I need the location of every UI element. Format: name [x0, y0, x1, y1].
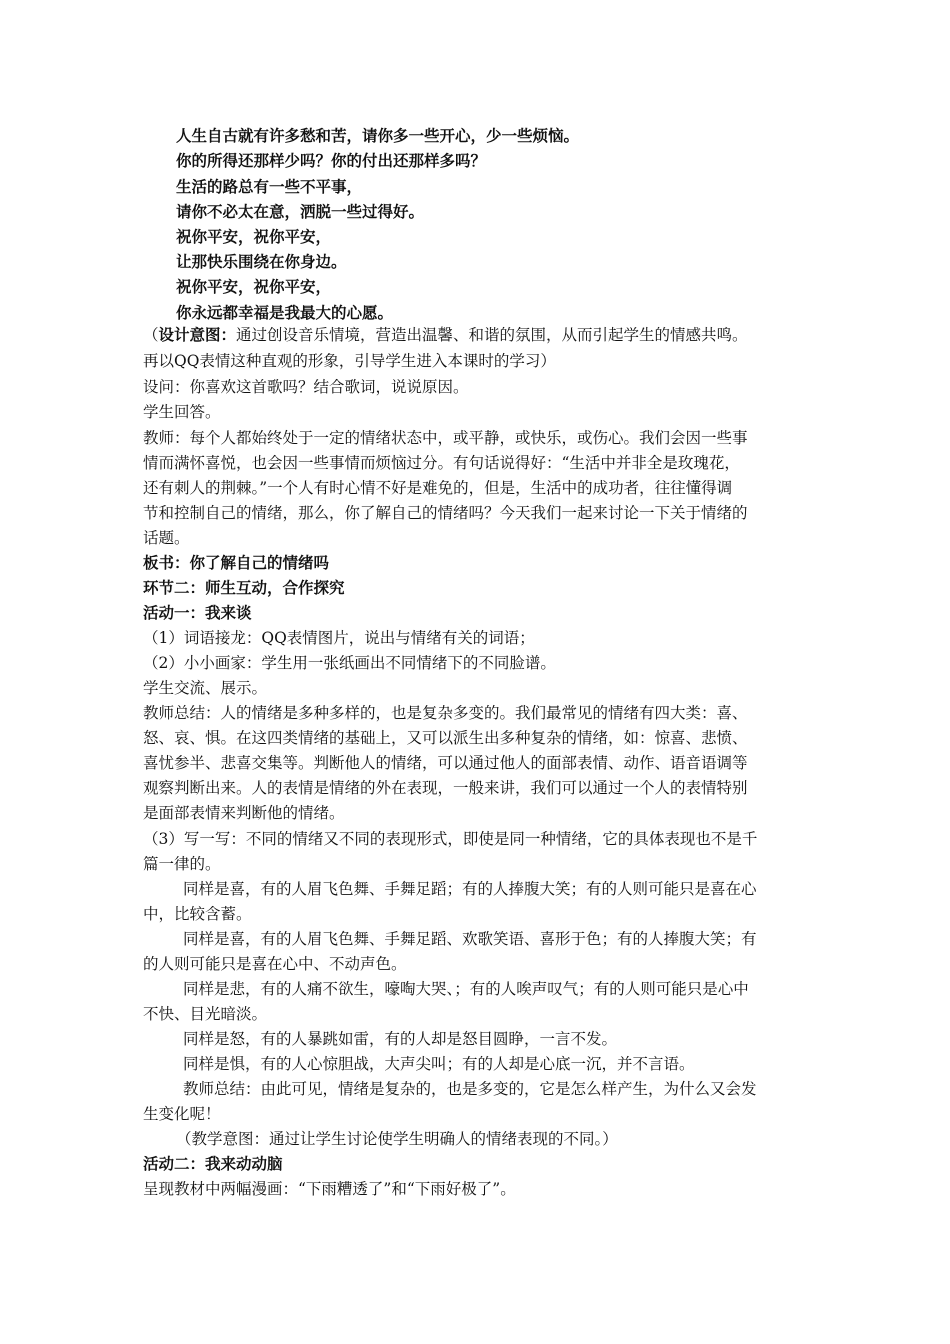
teacher-summary-2-line: 教师总结：由此可见，情绪是复杂的，也是多变的，它是怎么样产生，为什么又会发: [183, 1080, 757, 1098]
activity-1-heading: 活动一：我来谈: [143, 603, 252, 622]
teacher-summary-2-line: 生变化呢！: [143, 1105, 221, 1123]
board-writing: 板书：你了解自己的情绪吗: [143, 553, 330, 572]
teacher-intro-line: 教师：每个人都始终处于一定的情绪状态中，或平静，或快乐，或伤心。我们会因一些事: [143, 429, 748, 447]
lyric-line: 人生自古就有许多愁和苦，请你多一些开心，少一些烦恼。: [176, 126, 580, 145]
activity-2-heading: 活动二：我来动动脑: [143, 1154, 283, 1173]
teacher-intro-line: 话题。: [143, 529, 190, 547]
teacher-intro-line: 情而满怀喜悦，也会因一些事情而烦恼过分。有句话说得好：“生活中并非全是玫瑰花，: [143, 454, 740, 472]
student-exchange: 学生交流、展示。: [143, 679, 268, 697]
design-intent: [143, 324, 748, 346]
teacher-intro-line: 节和控制自己的情绪，那么，你了解自己的情绪吗？今天我们一起来讨论一下关于情绪的: [143, 504, 748, 522]
activity-1-item: （1）词语接龙：QQ表情图片，说出与情绪有关的词语；: [143, 629, 535, 647]
teacher-summary-line: 喜忧参半、悲喜交集等。判断他人的情绪，可以通过他人的面部表情、动作、语音语调等: [143, 754, 748, 772]
item-3-line: （3）写一写：不同的情绪又不同的表现形式，即使是同一种情绪，它的具体表现也不是千: [143, 830, 758, 848]
example-line: 同样是喜，有的人眉飞色舞、手舞足蹈、欢歌笑语、喜形于色；有的人捧腹大笑；有: [183, 930, 757, 948]
lyric-line: 你永远都幸福是我最大的心愿。: [176, 303, 394, 322]
section-2-heading: 环节二：师生互动，合作探究: [143, 578, 345, 597]
design-intent-paren: （: [143, 326, 159, 344]
design-intent-label: 设计意图：: [158, 325, 237, 344]
teacher-summary-line: 观察判断出来。人的表情是情绪的外在表现，一般来讲，我们可以通过一个人的表情特别: [143, 779, 748, 797]
student-answer: 学生回答。: [143, 403, 221, 421]
teaching-intent: （教学意图：通过让学生讨论使学生明确人的情绪表现的不同。）: [176, 1130, 618, 1148]
teacher-summary-line: 怒、哀、惧。在这四类情绪的基础上，又可以派生出多种复杂的情绪，如：惊喜、悲愤、: [143, 729, 748, 747]
item-3-line: 篇一律的。: [143, 855, 221, 873]
example-line: 同样是惧，有的人心惊胆战，大声尖叫；有的人却是心底一沉，并不言语。: [183, 1055, 695, 1073]
example-line: 同样是喜，有的人眉飞色舞、手舞足蹈；有的人捧腹大笑；有的人则可能只是喜在心: [183, 880, 757, 898]
lyric-line: 你的所得还那样少吗？你的付出还那样多吗？: [176, 151, 487, 170]
lyric-line: 祝你平安，祝你平安，: [176, 277, 332, 296]
teacher-summary-line: 是面部表情来判断他的情绪。: [143, 804, 345, 822]
design-intent-text: 通过创设音乐情境，营造出温馨、和谐的氛围，从而引起学生的情感共鸣。: [236, 326, 748, 344]
example-line: 的人则可能只是喜在心中、不动声色。: [143, 955, 407, 973]
example-line: 中，比较含蓄。: [143, 905, 252, 923]
question: 设问：你喜欢这首歌吗？结合歌词，说说原因。: [143, 378, 469, 396]
example-line: 不快、目光暗淡。: [143, 1005, 268, 1023]
teacher-intro-line: 还有刺人的荆棘。”一个人有时心情不好是难免的，但是，生活中的成功者，往往懂得调: [143, 479, 733, 497]
teacher-summary-line: 教师总结：人的情绪是多种多样的，也是复杂多变的。我们最常见的情绪有四大类：喜、: [143, 704, 748, 722]
example-line: 同样是怒，有的人暴跳如雷，有的人却是怒目圆睁，一言不发。: [183, 1030, 618, 1048]
design-intent-line: 再以QQ表情这种直观的形象，引导学生进入本课时的学习）: [143, 352, 556, 370]
lyric-line: 生活的路总有一些不平事，: [176, 177, 363, 196]
activity-1-item: （2）小小画家：学生用一张纸画出不同情绪下的不同脸谱。: [143, 654, 556, 672]
activity-2-text: 呈现教材中两幅漫画：“下雨糟透了”和“下雨好极了”。: [143, 1180, 516, 1198]
lyric-line: 祝你平安，祝你平安，: [176, 227, 332, 246]
example-line: 同样是悲，有的人痛不欲生，嚎啕大哭、；有的人唉声叹气；有的人则可能只是心中: [183, 980, 749, 998]
lyric-line: 让那快乐围绕在你身边。: [176, 252, 347, 271]
lyric-line: 请你不必太在意，洒脱一些过得好。: [176, 202, 425, 221]
